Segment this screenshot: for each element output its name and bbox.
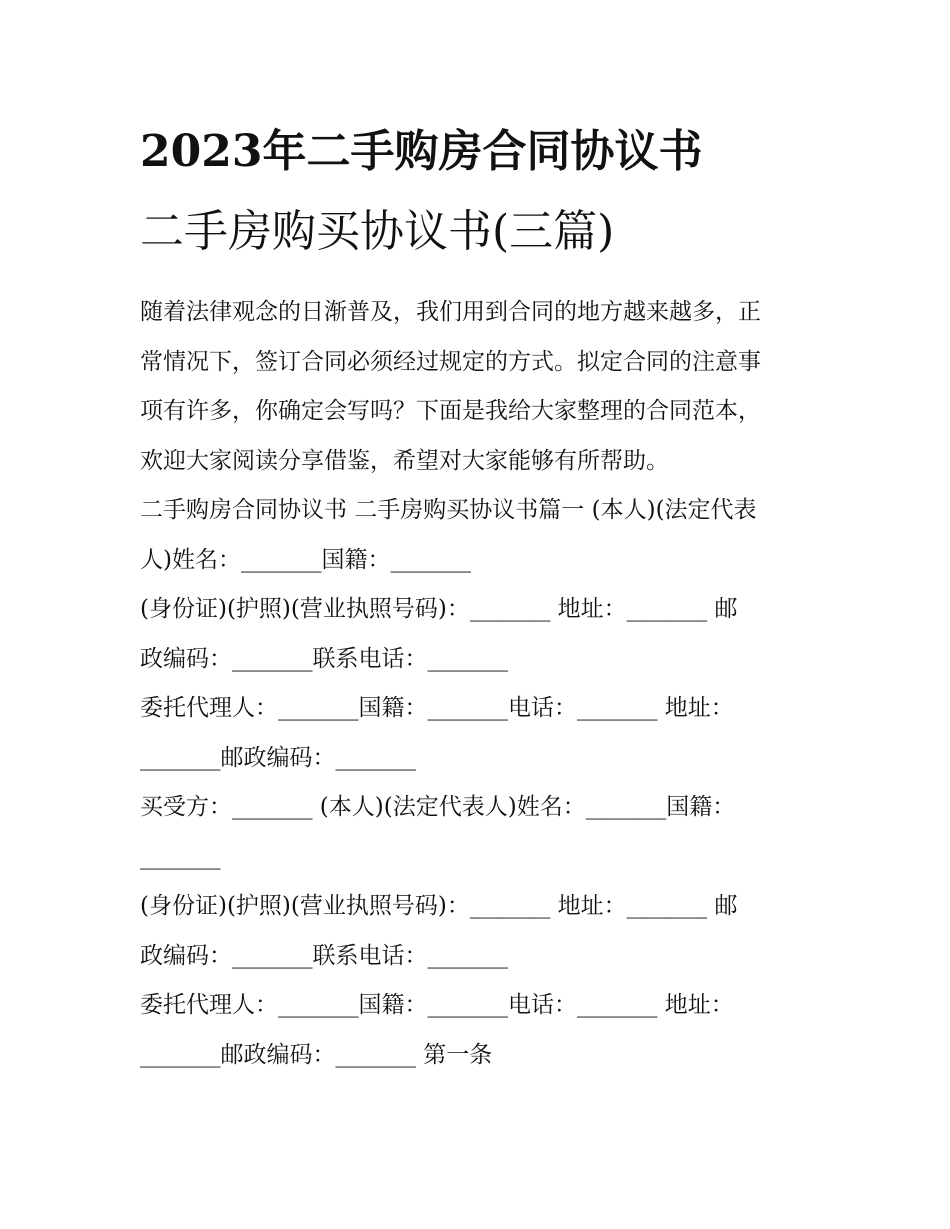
buyer-contact-line: 政编码：_______联系电话：_______ <box>140 942 508 969</box>
seller-agent-postcode-line: _______邮政编码：_______ <box>140 744 416 771</box>
buyer-nationality-line: _______ <box>140 843 221 870</box>
buyer-id-line: (身份证)(护照)(营业执照号码)：_______ 地址：_______ 邮 <box>140 893 738 919</box>
seller-id-line: (身份证)(护照)(营业执照号码)：_______ 地址：_______ 邮 <box>140 596 738 622</box>
seller-contact-line: 政编码：_______联系电话：_______ <box>140 645 508 672</box>
document-page <box>140 112 820 1080</box>
intro-line: 欢迎大家阅读分享借鉴，希望对大家能够有所帮助。 <box>140 447 669 474</box>
buyer-name-line: 买受方：_______ (本人)(法定代表人)姓名：_______国籍： <box>140 794 736 820</box>
seller-agent-line: 委托代理人：_______国籍：_______电话：_______ 地址： <box>140 695 734 721</box>
buyer-agent-line: 委托代理人：_______国籍：_______电话：_______ 地址： <box>140 992 734 1018</box>
section-heading-line: 二手购房合同协议书 二手房购买协议书篇一 (本人)(法定代表 <box>140 497 757 523</box>
document-body <box>140 288 820 1080</box>
intro-line: 随着法律观念的日渐普及，我们用到合同的地方越来越多，正 <box>140 299 761 325</box>
intro-line: 常情况下，签订合同必须经过规定的方式。拟定合同的注意事 <box>140 348 761 375</box>
intro-line: 项有许多，你确定会写吗？下面是我给大家整理的合同范本， <box>140 398 761 424</box>
document-title: 2023年二手购房合同协议书 <box>140 126 703 177</box>
document-subtitle: 二手房购买协议书(三篇) <box>140 206 615 257</box>
buyer-agent-postcode-line: _______邮政编码：_______ 第一条 <box>140 1041 493 1068</box>
seller-name-line: 人)姓名：_______国籍：_______ <box>140 546 471 573</box>
